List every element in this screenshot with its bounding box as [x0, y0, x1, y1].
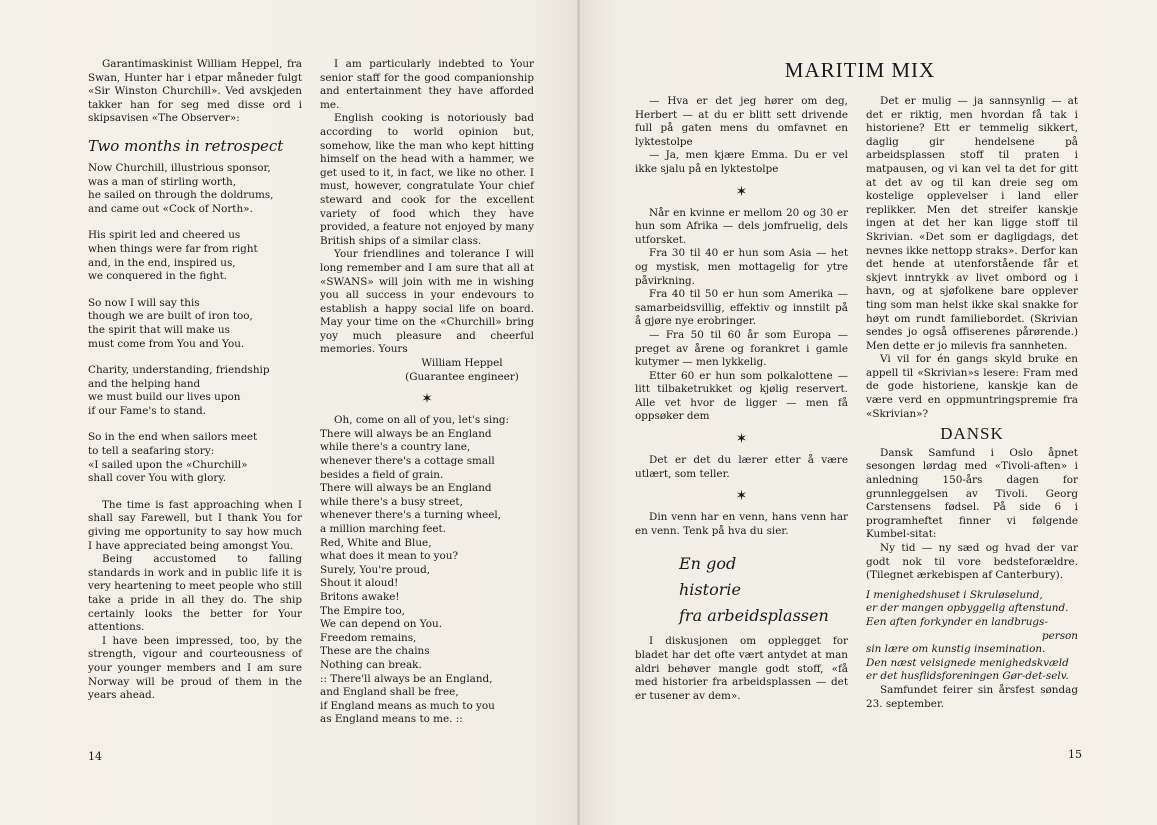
poem-line: when things were far from right	[88, 242, 258, 255]
poem-line: and came out «Cock of North».	[88, 202, 253, 215]
body-paragraph: Når en kvinne er mellom 20 og 30 er hun som Afrika — dels jomfruelig, dels utforsket.	[635, 206, 848, 246]
poem-line: if our Fame's to stand.	[88, 404, 206, 417]
song-line: Nothing can break.	[320, 658, 422, 671]
poem-line: shall cover You with glory.	[88, 472, 227, 485]
star-separator-icon: ✶	[421, 391, 433, 408]
body-paragraph: Dansk Samfund i Oslo åpnet sesongen lørdag med «Tivoli-aften» i anledning 150-års dagen for grunnleggelsen av Tivoli. Georg Carstensens fødsel. På side 6 i programheftet finner vi følgende Kumbel-sitat:	[866, 446, 1078, 541]
song-line: a million marching feet.	[320, 523, 447, 535]
song-line: if England means as much to you	[320, 699, 495, 712]
poem-stanza-1	[88, 162, 302, 216]
poem-line: and, in the end, inspired us,	[88, 256, 236, 269]
poem-line: we conquered in the fight.	[88, 270, 228, 283]
poem-line: we must build our lives upon	[88, 391, 241, 404]
poem-line: So in the end when sailors meet	[88, 431, 258, 444]
body-paragraph: English cooking is notoriously bad according to world opinion but, somehow, like the man who kept hitting himself on the head with a hammer, we get used to it, in fact, we like no other. I must, however, congratulate Your chief steward and cook for the excellent variety of food which they have provided, a feature not enjoyed by many British ships of a similar class.	[320, 112, 534, 247]
verse-line: sin lære om kunstig insemination.	[866, 643, 1046, 656]
body-paragraph: The time is fast approaching when I shall say Farewell, but I thank You for giving me opportunity to say how much I have appreciated being amongst You.	[88, 498, 302, 552]
poem-line: to tell a seafaring story:	[88, 445, 215, 458]
body-paragraph: Fra 30 til 40 er hun som Asia — het og mystisk, men mottagelig for ytre påvirkning.	[635, 247, 848, 287]
body-paragraph: Fra 40 til 50 er hun som Amerika — samarbeidsvillig, effektiv og innstilt på å gjøre nye erobringer.	[635, 288, 848, 328]
poem-line: the spirit that will make us	[88, 323, 230, 336]
song-line: Red, White and Blue,	[320, 536, 432, 549]
song-line: while there's a busy street,	[320, 495, 463, 508]
song-line: as England means to me. ::	[320, 713, 463, 726]
poem-line: must come from You and You.	[88, 337, 245, 350]
poem-line: His spirit led and cheered us	[88, 229, 241, 242]
signature-role: (Guarantee engineer)	[405, 370, 519, 383]
verse-line: person	[1041, 629, 1078, 642]
right-page	[580, 0, 1157, 825]
section-title: DANSK	[940, 424, 1004, 444]
body-paragraph: Vi vil for én gangs skyld bruke en appell til «Skrivian»s lesere: Fram med de gode historiene, kanskje kan de være verd en oppmuntringspremie fra «Skrivian»?	[866, 353, 1078, 420]
signature-name: William Heppel	[421, 357, 503, 370]
song-line: There will always be an England	[320, 482, 492, 495]
song-line: We can depend on You.	[320, 618, 442, 631]
right-column-2	[866, 95, 1078, 711]
verse-line: I menighedshuset i Skruløselund,	[866, 588, 1043, 601]
body-paragraph: Etter 60 er hun som polkalottene — litt tilbaketrukket og kjølig reservert. Alle vet hvor de ligger — men få oppsøker dem	[635, 369, 848, 423]
dialog-line: — Ja, men kjære Emma. Du er vel ikke sjalu på en lyktestolpe	[635, 149, 848, 175]
poem-title: Two months in retrospect	[88, 136, 284, 155]
song-line: Shout it aloud!	[320, 577, 399, 590]
star-separator-icon: ✶	[735, 488, 748, 505]
body-paragraph: Det er det du lærer etter å være utlært, som teller.	[635, 454, 848, 480]
left-page	[0, 0, 578, 825]
song-line: Britons awake!	[320, 590, 400, 603]
song-line: There will always be an England	[320, 427, 492, 440]
verse-line: Een aften forkynder en landbrugs-	[866, 615, 1048, 628]
body-paragraph: Being accustomed to falling standards in work and in public life it is very heartening to meet people who still take a pride in all they do. The ship certainly looks the better for Your attentions.	[88, 553, 302, 634]
dialog-line: — Hva er det jeg hører om deg, Herbert — at du er blitt sett drivende full på gaten mens du omfavnet en lyktestolpe	[635, 95, 848, 148]
verse-line: er der mangen opbyggelig aftenstund.	[866, 602, 1069, 615]
song-lyrics	[320, 428, 534, 727]
poem-line: was a man of stirling worth,	[88, 175, 237, 188]
verse-line: Den næst velsignede menighedskvæld	[866, 656, 1069, 669]
song-intro: Oh, come on all of you, let's sing:	[334, 414, 510, 427]
body-paragraph: — Fra 50 til 60 år som Europa — preget av årene og forankret i gamle kutymer — men lykkelig.	[635, 328, 848, 369]
quote-paragraph: Ny tid — ny sæd og hvad der var godt nok til vore bedsteforældre. (Tilegnet ærkebispen af Canterbury).	[866, 542, 1078, 582]
page-number-right: 15	[1068, 748, 1082, 761]
poem-line: though we are built of iron too,	[88, 310, 253, 323]
poem-line: Now Churchill, illustrious sponsor,	[88, 161, 271, 174]
body-paragraph: I have been impressed, too, by the strength, vigour and courteousness of your younger members and I am sure Norway will be proud of them in the years ahead.	[88, 634, 302, 702]
poem-stanza-4	[88, 364, 302, 418]
subsection-title-line: En god	[679, 554, 737, 574]
body-paragraph: Samfundet feirer sin årsfest søndag 23. september.	[866, 683, 1078, 710]
body-paragraph: Din venn har en venn, hans venn har en venn. Tenk på hva du sier.	[635, 511, 848, 537]
right-column-1	[635, 95, 848, 703]
song-line: whenever there's a cottage small	[320, 455, 495, 468]
poem-line: «I sailed upon the «Churchill»	[88, 458, 248, 471]
star-separator-icon: ✶	[735, 183, 748, 200]
poem-line: and the helping hand	[88, 377, 201, 390]
subsection-title	[635, 551, 848, 629]
poem-line: So now I will say this	[88, 296, 200, 309]
poem-stanza-2	[88, 229, 302, 283]
poem-stanza-3	[88, 297, 302, 351]
song-line: The Empire too,	[320, 604, 405, 617]
verse-line: er det husflidsforeningen Gør-det-selv.	[866, 670, 1069, 683]
page-number-left: 14	[88, 750, 102, 763]
song-line: what does it mean to you?	[320, 550, 459, 563]
body-paragraph: I diskusjonen om opplegget for bladet har det ofte vært antydet at man aldri behøver mangle godt stoff, «få med historier fra arbeidsplassen — det er tusener av dem».	[635, 635, 848, 702]
body-paragraph: Your friendlines and tolerance I will long remember and I am sure that all at «SWANS» will join with me in wishing you all success in your endevours to establish a happy social life on board. May your time on the «Churchill» bring yoy much pleasure and cheerful memories. Yours	[320, 248, 534, 356]
body-paragraph: I am particularly indebted to Your senior staff for the good companionship and entertainment they have afforded me.	[320, 58, 534, 111]
song-line: :: There'll always be an England,	[320, 672, 493, 685]
song-line: and England shall be free,	[320, 686, 459, 699]
song-line: These are the chains	[320, 645, 430, 658]
song-line: whenever there's a turning wheel,	[320, 509, 501, 522]
poem-line: he sailed on through the doldrums,	[88, 189, 274, 202]
subsection-title-line: fra arbeidsplassen	[679, 606, 829, 626]
poem-stanza-5	[88, 431, 302, 485]
subsection-title-line: historie	[679, 580, 741, 600]
verse-quote	[866, 589, 1078, 684]
star-separator-icon: ✶	[735, 431, 748, 448]
song-line: while there's a country lane,	[320, 441, 471, 454]
body-paragraph: Det er mulig — ja sannsynlig — at det er riktig, men hvordan få tak i historiene? Ett er temmelig sikkert, daglig gir hendelsene på arbeidsplassen stoff til praten i matpausen, og vi kan vel ta det for gitt at det av og til kan dreie seg om kostelige opplevelser i land eller replikker. Men det streifer kanskje ingen at det her kan ligge stoff til Skrivian. «Det som er dagligdags, det nevnes ikke nettopp straks». Derfor kan det hende at utenforstående får et skjevt inntrykk av livet ombord og i havn, og at sjøfolkene bare opplever ting som man helst ikke skal snakke for høyt om rundt familiebordet. (Skrivian sendes jo også offiserenes pårørende.) Men dette er jo milevis fra sannheten.	[866, 95, 1078, 352]
song-line: Surely, You're proud,	[320, 563, 431, 576]
left-column-2	[320, 58, 534, 727]
page-title: MARITIM MIX	[784, 58, 936, 82]
song-line: Freedom remains,	[320, 631, 417, 644]
intro-paragraph: Garantimaskinist William Heppel, fra Swan, Hunter har i etpar måneder fulgt «Sir Winston Churchill». Ved avskjeden takker han for seg med disse ord i skipsavisen «The Observer»:	[88, 58, 302, 125]
left-column-1	[88, 58, 302, 703]
song-line: besides a field of grain.	[320, 468, 444, 481]
poem-line: Charity, understanding, friendship	[88, 364, 270, 377]
